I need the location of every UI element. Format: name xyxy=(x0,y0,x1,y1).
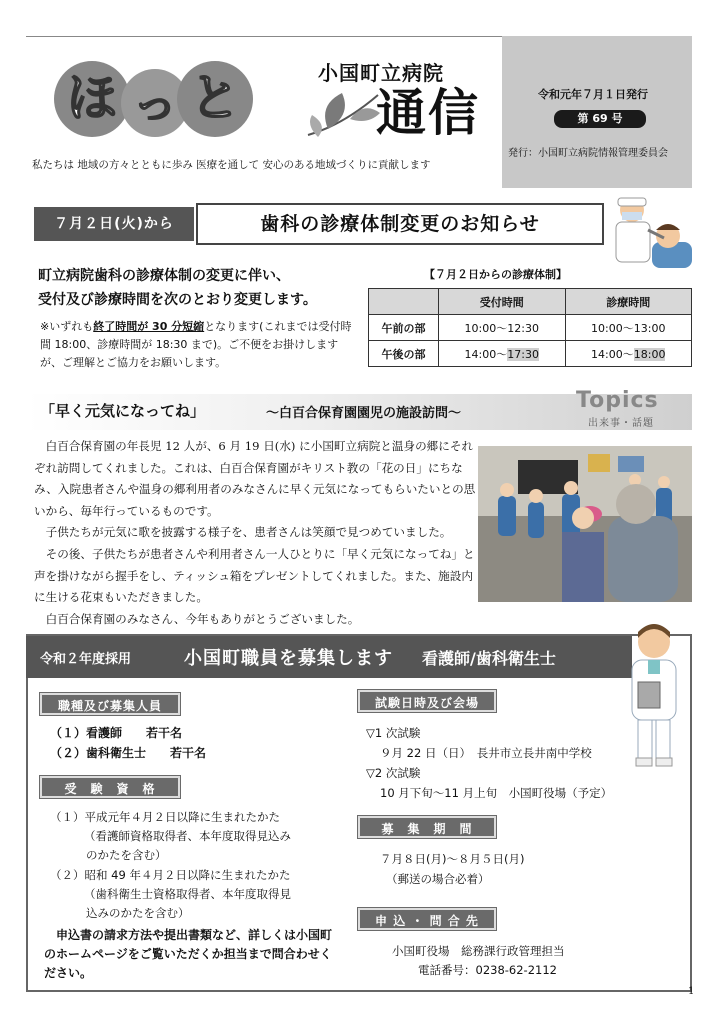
exam-2-title: ▽2 次試験 xyxy=(366,766,421,780)
article-paragraph: その後、子供たちが患者さんや利用者さん一人ひとりに「早く元気になってね」と声を掛けながら握手をし、ティッシュ箱をプレゼントしてくれました。また、施設内に生ける花束もいただきました。 xyxy=(34,546,475,605)
recruitment-header xyxy=(26,636,632,678)
dental-lead-line-1: 町立病院歯科の診療体制の変更に伴い、 xyxy=(38,268,290,284)
schedule-table xyxy=(368,288,692,367)
issue-date: 令和元年７月１日発行 xyxy=(538,88,648,101)
note-emphasis: 終了時間が 30 分短縮 xyxy=(93,320,205,333)
topics-label-jp: 出来事・話題 xyxy=(588,418,654,429)
period-note: （郵送の場合必着） xyxy=(386,872,490,886)
topics-article xyxy=(34,436,476,630)
positions-label: 職種及び募集人員 xyxy=(40,693,180,715)
qualification-2-line-1: （２）昭和 49 年４月２日以降に生まれたかた xyxy=(50,868,291,882)
afternoon-reception xyxy=(439,341,566,367)
schedule-caption: 【７月２日からの診療体制】 xyxy=(424,268,567,281)
qualification-2-line-2: （歯科衛生士資格取得者、本年度取得見 xyxy=(84,887,291,901)
table-corner xyxy=(369,289,439,315)
visit-photo xyxy=(478,446,692,602)
article-paragraph: 白百合保育園のみなさん、今年もありがとうございました。 xyxy=(45,611,360,626)
svg-text:っ: っ xyxy=(133,79,177,130)
afternoon-reception-start: 14:00～ xyxy=(464,347,508,361)
page-number: 1 xyxy=(688,986,695,997)
qualification-1-line-2: （看護師資格取得者、本年度取得見込み xyxy=(84,829,291,843)
qualification-1-line-1: （１）平成元年４月２日以降に生まれたかた xyxy=(50,810,280,824)
morning-reception: 10:00～12:30 xyxy=(439,315,566,341)
note-rest: となります(これまでは受付時間 18:00、診療時間が 18:30 まで)。ご不便をお掛けしますが、ご理解とご協力をお願いします。 xyxy=(40,320,352,369)
position-1: （１）看護師 若干名 xyxy=(50,726,183,740)
dental-notice-title: 歯科の診療体制変更のお知らせ xyxy=(196,203,604,245)
dental-note xyxy=(40,318,358,372)
afternoon-treatment-end: 18:00 xyxy=(633,347,666,361)
period-label: 募 集 期 間 xyxy=(358,816,496,838)
contact-label: 申 込 ・ 問 合 先 xyxy=(358,908,496,930)
recruit-title: 小国町職員を募集します xyxy=(184,648,393,669)
dental-lead xyxy=(38,264,368,312)
publisher: 発行：小国町立病院情報管理委員会 xyxy=(508,148,668,159)
header-treatment: 診療時間 xyxy=(565,289,692,315)
afternoon-treatment xyxy=(565,341,692,367)
exam-2-detail: 10 月下旬～11 月上旬 小国町役場（予定） xyxy=(380,786,613,800)
masthead xyxy=(26,36,502,188)
period-dates: ７月８日(月)～８月５日(月) xyxy=(380,852,525,866)
issue-info-panel xyxy=(502,36,692,188)
svg-text:と: と xyxy=(190,69,240,127)
row-label-afternoon: 午後の部 xyxy=(369,341,439,367)
dentist-illustration-icon xyxy=(608,190,696,278)
row-label-morning: 午前の部 xyxy=(369,315,439,341)
contact-organization: 小国町役場 総務課行政管理担当 xyxy=(392,944,565,958)
article-paragraph: 白百合保育園の年長児 12 人が、6 月 19 日(水) に小国町立病院と温身の郷にそれぞれ訪問してくれました。これは、白百合保育園がキリスト教の「花の日」にちなみ、入院患者さんや温身の郷利用者のみなさんに早く元気になってもらいたいとの思いから、毎年行っているものです。 xyxy=(34,439,476,518)
hotto-logo xyxy=(50,53,260,143)
table-row xyxy=(369,341,692,367)
morning-treatment: 10:00～13:00 xyxy=(565,315,692,341)
topics-label-en: Topics xyxy=(576,388,659,413)
note-prefix: ※いずれも xyxy=(40,320,94,333)
issue-number: 第 69 号 xyxy=(554,110,646,128)
svg-text:ほ: ほ xyxy=(67,69,117,127)
contact-phone: 電話番号：0238-62-2112 xyxy=(418,963,557,977)
dental-effective-date: ７月２日(火)から xyxy=(34,207,194,241)
newsletter-title: 通信 xyxy=(376,84,480,142)
table-row xyxy=(369,315,692,341)
recruit-jobs: 看護師/歯科衛生士 xyxy=(422,649,556,668)
recruit-year: 令和２年度採用 xyxy=(40,652,132,667)
nurse-illustration-icon xyxy=(618,620,690,770)
position-2: （２）歯科衛生士 若干名 xyxy=(50,746,207,760)
topics-title: 「早く元気になってね」 xyxy=(40,402,206,420)
motto: 私たちは 地域の方々とともに歩み 医療を通して 安心のある地域づくりに貢献します xyxy=(32,159,431,171)
qualification-1-line-3: のかたを含む） xyxy=(86,848,167,862)
leaf-icon xyxy=(298,85,388,145)
recruit-closing: 申込書の請求方法や提出書類など、詳しくは小国町のホームページをご覧いただくか担当まで問合わせください。 xyxy=(44,928,333,980)
qualification-label: 受 験 資 格 xyxy=(40,776,180,798)
qualification-2-line-3: 込みのかたを含む） xyxy=(86,906,190,920)
article-paragraph: 子供たちが元気に歌を披露する様子を、患者さんは笑顔で見つめていました。 xyxy=(45,525,452,540)
header-reception: 受付時間 xyxy=(439,289,566,315)
afternoon-reception-end: 17:30 xyxy=(507,347,539,361)
exam-label: 試験日時及び会場 xyxy=(358,690,496,712)
hospital-name: 小国町立病院 xyxy=(318,61,444,85)
dental-lead-line-2: 受付及び診療時間を次のとおり変更します。 xyxy=(38,292,317,308)
exam-1-detail: ９月 22 日（日） 長井市立長井南中学校 xyxy=(380,746,592,760)
exam-1-title: ▽1 次試験 xyxy=(366,726,421,740)
topics-subtitle: ～白百合保育園園児の施設訪問～ xyxy=(266,406,462,421)
afternoon-treatment-start: 14:00～ xyxy=(591,347,634,361)
